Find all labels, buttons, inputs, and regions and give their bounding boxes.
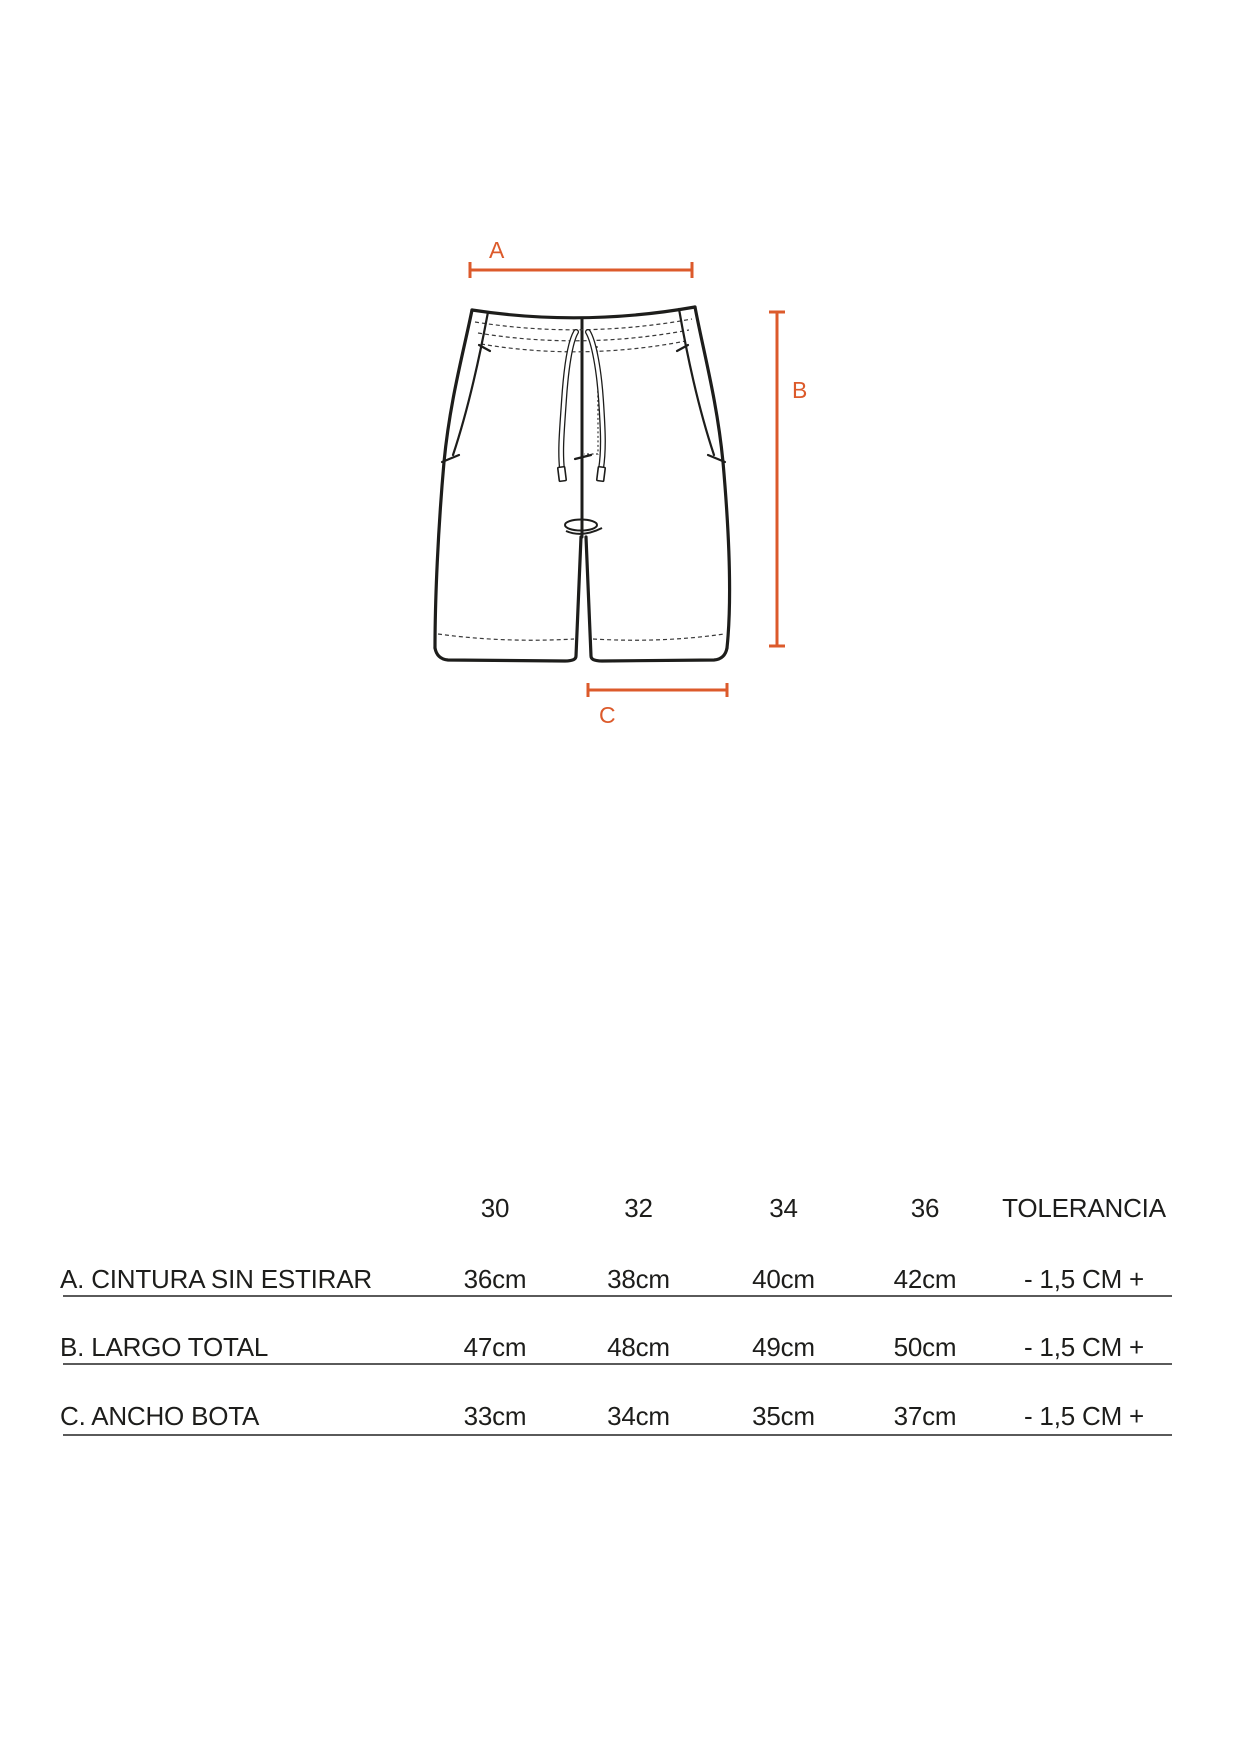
size-header-32: 32 xyxy=(624,1192,653,1223)
row-divider xyxy=(63,1434,1172,1436)
row-divider xyxy=(63,1295,1172,1297)
tolerance-cell: - 1,5 CM + xyxy=(1023,1400,1145,1431)
size-table-header-row xyxy=(60,1185,1173,1231)
dimension-line-b xyxy=(769,312,785,646)
value-cell: 36cm xyxy=(463,1263,527,1294)
value-cell: 37cm xyxy=(893,1400,957,1431)
right-leg-hem xyxy=(586,537,727,661)
side-seam-left xyxy=(435,310,472,648)
left-leg-hem xyxy=(435,537,581,661)
pocket-opening-left xyxy=(453,312,488,455)
tolerance-cell: - 1,5 CM + xyxy=(1023,1263,1145,1294)
value-cell: 47cm xyxy=(463,1331,527,1362)
hem-topstitching xyxy=(438,634,724,640)
size-header-36: 36 xyxy=(910,1192,940,1223)
dimension-label-a: A xyxy=(489,237,505,263)
value-cell: 35cm xyxy=(752,1400,815,1431)
table-row-ancho-bota xyxy=(60,1393,1173,1439)
value-cell: 38cm xyxy=(607,1263,670,1294)
size-table xyxy=(60,1180,1173,1460)
side-seam-right xyxy=(695,307,730,648)
row-divider xyxy=(63,1363,1172,1365)
size-header-34: 34 xyxy=(769,1192,798,1223)
drawstring-aglet-right xyxy=(597,467,606,482)
dimension-label-b: B xyxy=(792,377,808,403)
hem-stitch-left xyxy=(438,634,574,640)
pocket-opening-right xyxy=(679,309,714,455)
value-cell: 49cm xyxy=(752,1331,815,1362)
size-header-30: 30 xyxy=(480,1192,510,1223)
value-cell: 40cm xyxy=(752,1263,815,1294)
waistband-top-edge xyxy=(472,307,695,318)
tolerance-header: TOLERANCIA xyxy=(1002,1192,1166,1223)
value-cell: 33cm xyxy=(463,1400,527,1431)
dimension-line-c xyxy=(588,683,727,697)
value-cell: 42cm xyxy=(893,1263,957,1294)
dimension-line-a xyxy=(470,262,692,278)
value-cell: 48cm xyxy=(607,1331,670,1362)
drawstring-aglet-left xyxy=(558,467,567,482)
shorts-technical-drawing xyxy=(380,200,840,740)
dimension-label-c: C xyxy=(599,702,616,728)
tolerance-cell: - 1,5 CM + xyxy=(1023,1331,1145,1362)
value-cell: 50cm xyxy=(893,1331,957,1362)
row-label: C. ANCHO BOTA xyxy=(60,1400,260,1431)
row-label: A. CINTURA SIN ESTIRAR xyxy=(60,1263,372,1294)
hem-stitch-right xyxy=(593,634,724,640)
row-label: B. LARGO TOTAL xyxy=(60,1331,269,1362)
value-cell: 34cm xyxy=(607,1400,670,1431)
